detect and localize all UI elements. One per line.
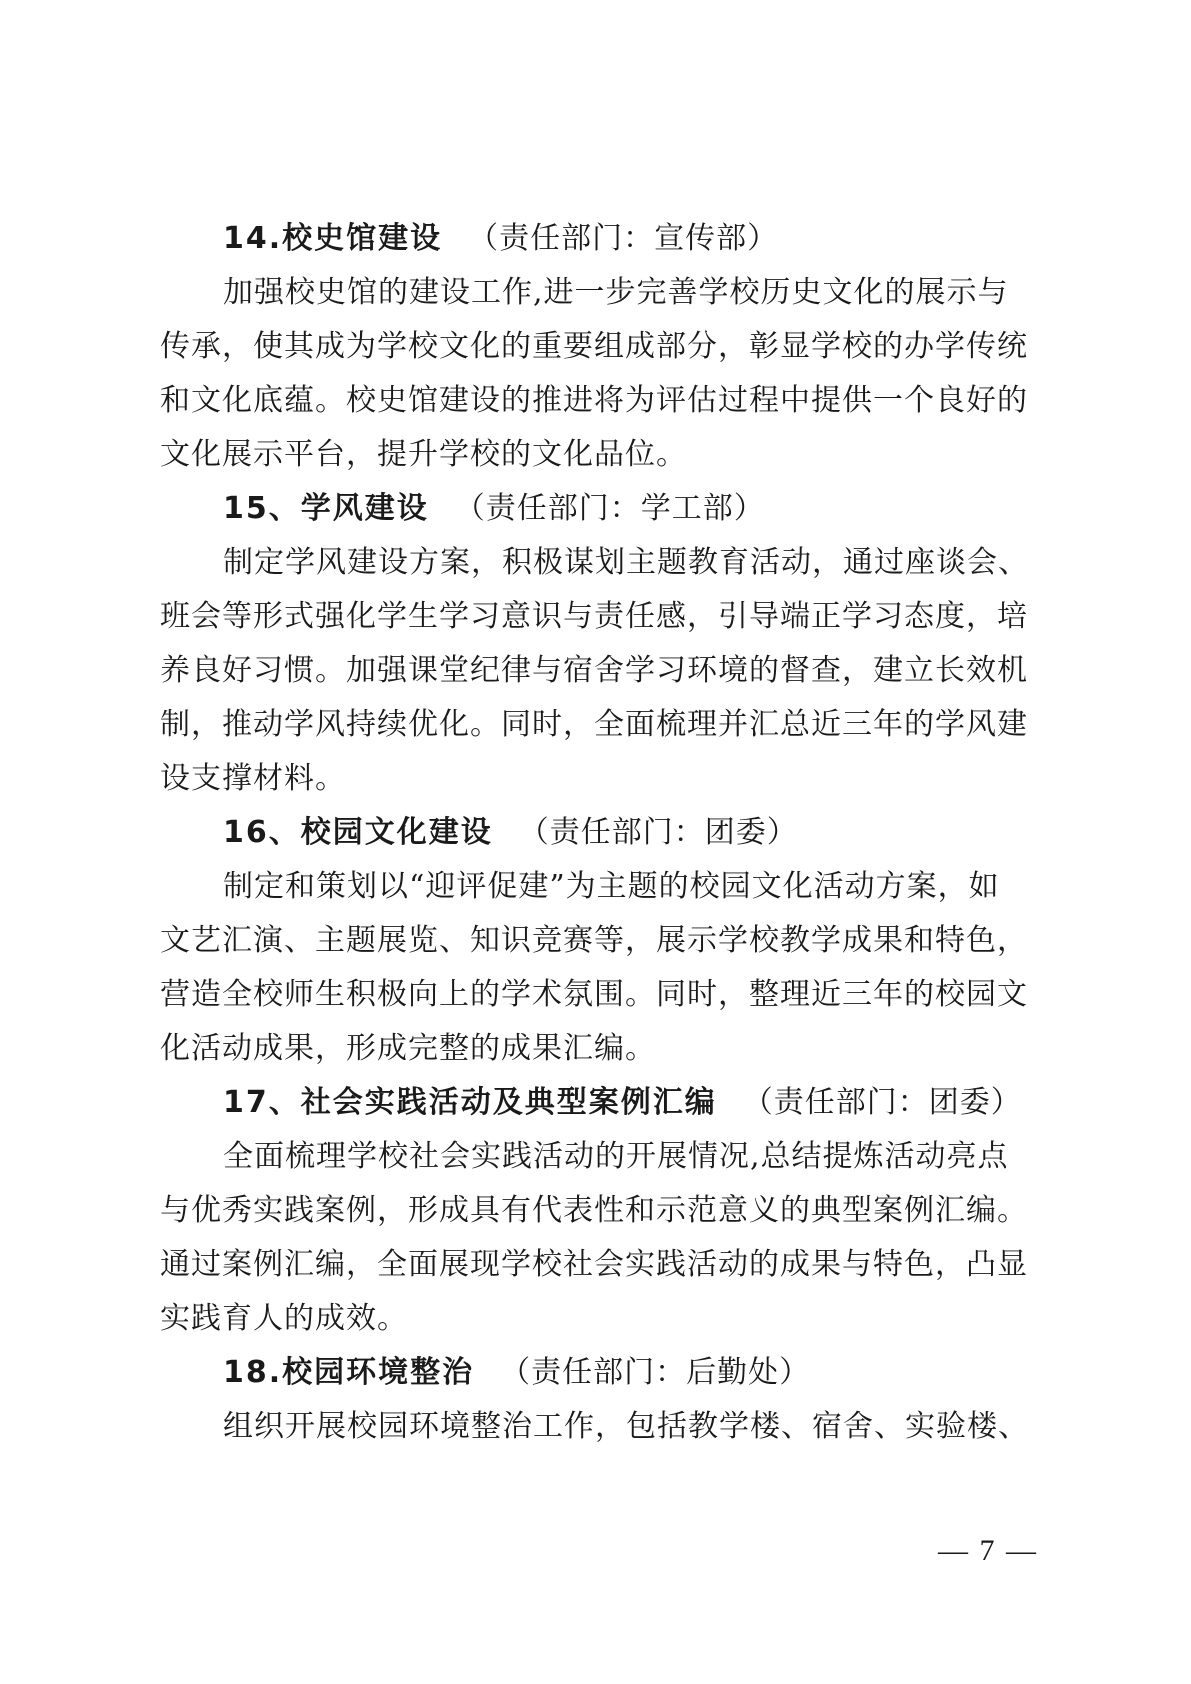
responsible-department: （责任部门：团委） — [518, 815, 798, 850]
section-heading — [160, 1076, 1036, 1130]
section-heading — [160, 212, 1036, 266]
paragraph-line: 文化展示平台，提升学校的文化品位。 — [160, 437, 687, 472]
paragraph-line: 制定学风建设方案，积极谋划主题教育活动，通过座谈会、 — [223, 545, 1029, 580]
paragraph-line: 班会等形式强化学生学习意识与责任感，引导端正学习态度，培 — [160, 599, 1028, 634]
paragraph-line: 化活动成果，形成完整的成果汇编。 — [160, 1031, 656, 1066]
section-heading — [160, 1346, 1036, 1400]
responsible-department: （责任部门：团委） — [742, 1085, 1022, 1120]
paragraph-line: 与优秀实践案例，形成具有代表性和示范意义的典型案例汇编。 — [160, 1193, 1028, 1228]
paragraph-line: 实践育人的成效。 — [160, 1301, 408, 1336]
section-heading — [160, 806, 1036, 860]
paragraph-line: 全面梳理学校社会实践活动的开展情况,总结提炼活动亮点 — [223, 1139, 1009, 1174]
paragraph-line: 加强校史馆的建设工作,进一步完善学校历史文化的展示与 — [223, 275, 1009, 310]
responsible-department: （责任部门：学工部） — [454, 491, 765, 526]
section-heading — [160, 482, 1036, 536]
paragraph-line: 组织开展校园环境整治工作，包括教学楼、宿舍、实验楼、 — [223, 1409, 1029, 1444]
paragraph-line: 传承，使其成为学校文化的重要组成部分，彰显学校的办学传统 — [160, 329, 1028, 364]
paragraph-line: 养良好习惯。加强课堂纪律与宿舍学习环境的督查，建立长效机 — [160, 653, 1028, 688]
paragraph-line: 制，推动学风持续优化。同时，全面梳理并汇总近三年的学风建 — [160, 707, 1028, 742]
paragraph-line: 和文化底蕴。校史馆建设的推进将为评估过程中提供一个良好的 — [160, 383, 1028, 418]
paragraph-line: 设支撑材料。 — [160, 761, 346, 796]
section-title: 16、校园文化建设 — [223, 815, 493, 850]
document-body — [160, 212, 1036, 1454]
responsible-department: （责任部门：后勤处） — [500, 1355, 811, 1390]
section-title: 17、社会实践活动及典型案例汇编 — [223, 1085, 717, 1120]
responsible-department: （责任部门：宣传部） — [468, 221, 779, 256]
section-title: 18.校园环境整治 — [223, 1355, 475, 1390]
paragraph-line: 通过案例汇编，全面展现学校社会实践活动的成果与特色，凸显 — [160, 1247, 1028, 1282]
paragraph-line: 营造全校师生积极向上的学术氛围。同时，整理近三年的校园文 — [160, 977, 1028, 1012]
page-number: — 7 — — [938, 1534, 1038, 1567]
paragraph-line: 制定和策划以“迎评促建”为主题的校园文化活动方案，如 — [223, 869, 1000, 904]
section-title: 14.校史馆建设 — [223, 221, 443, 256]
paragraph-line: 文艺汇演、主题展览、知识竞赛等，展示学校教学成果和特色， — [160, 923, 1028, 958]
section-title: 15、学风建设 — [223, 491, 429, 526]
